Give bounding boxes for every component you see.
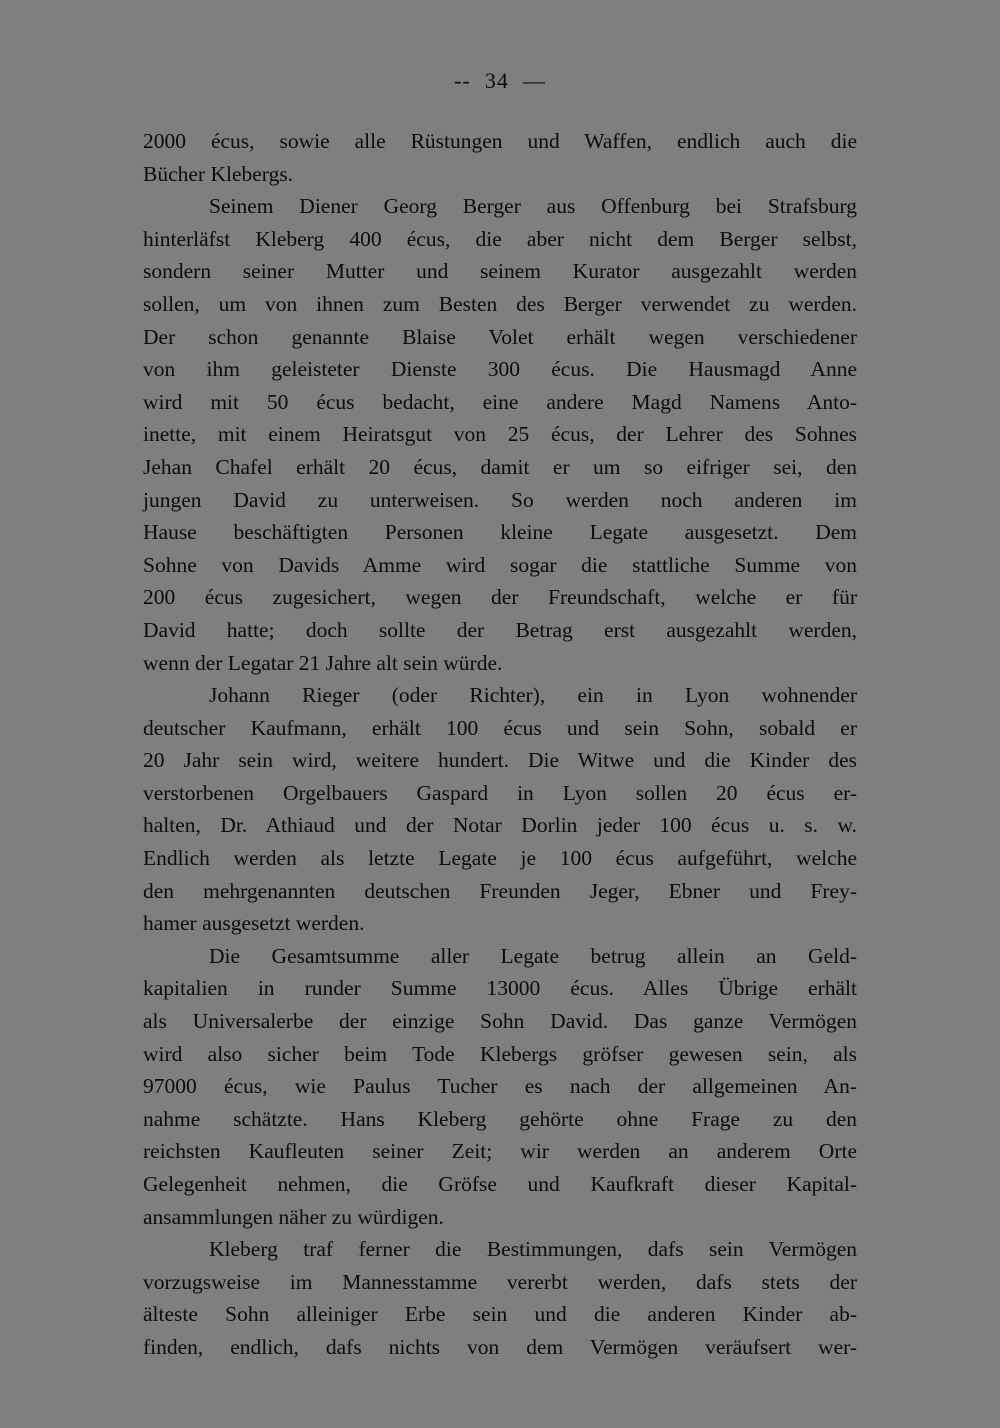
text-line <box>143 1298 857 1331</box>
line-text: wird mit 50 écus bedacht, eine andere Magd Namens Anto- <box>143 389 857 414</box>
line-text: als Universalerbe der einzige Sohn David. Das ganze Vermögen <box>143 1009 857 1034</box>
text-line <box>143 1201 857 1234</box>
line-text: Hause beschäftigten Personen kleine Legate ausgesetzt. Dem <box>143 520 857 545</box>
page-number-header <box>0 68 1000 94</box>
header-left-dash: -- <box>454 68 471 93</box>
line-text: hamer ausgesetzt werden. <box>143 911 365 936</box>
text-line <box>143 418 857 451</box>
text-line <box>143 353 857 386</box>
text-line <box>143 1103 857 1136</box>
line-text: vorzugsweise im Mannesstamme vererbt werden, dafs stets der <box>143 1269 857 1294</box>
text-line <box>143 972 857 1005</box>
text-line <box>143 744 857 777</box>
line-text: hinterläfst Kleberg 400 écus, die aber nicht dem Berger selbst, <box>143 226 857 251</box>
paragraph <box>143 125 857 190</box>
text-line <box>143 223 857 256</box>
text-line <box>143 1266 857 1299</box>
text-line <box>143 1331 857 1364</box>
line-text: 200 écus zugesichert, wegen der Freundschaft, welche er für <box>143 585 857 610</box>
text-line <box>143 647 857 680</box>
line-text: Bücher Klebergs. <box>143 161 294 186</box>
text-line <box>143 288 857 321</box>
line-text: wird also sicher beim Tode Klebergs gröfser gewesen sein, als <box>143 1041 857 1066</box>
line-text: Seinem Diener Georg Berger aus Offenburg bei Strafsburg <box>209 194 857 219</box>
line-text: 97000 écus, wie Paulus Tucher es nach der allgemeinen An- <box>143 1074 857 1099</box>
line-text: sollen, um von ihnen zum Besten des Berger verwendet zu werden. <box>143 291 857 316</box>
line-text: Jehan Chafel erhält 20 écus, damit er um so eifriger sei, den <box>143 454 857 479</box>
line-text: sondern seiner Mutter und seinem Kurator ausgezahlt werden <box>143 259 857 284</box>
text-line <box>143 451 857 484</box>
text-line <box>143 255 857 288</box>
text-line <box>143 809 857 842</box>
paragraph <box>143 1233 857 1363</box>
line-text: kapitalien in runder Summe 13000 écus. Alles Übrige erhält <box>143 976 857 1001</box>
text-line <box>143 614 857 647</box>
text-line <box>143 1005 857 1038</box>
line-text: jungen David zu unterweisen. So werden noch anderen im <box>143 487 857 512</box>
body-text <box>143 125 857 1364</box>
paragraph <box>143 940 857 1233</box>
line-text: wenn der Legatar 21 Jahre alt sein würde. <box>143 650 503 675</box>
text-line <box>143 1038 857 1071</box>
line-text: deutscher Kaufmann, erhält 100 écus und sein Sohn, sobald er <box>143 715 857 740</box>
text-line <box>143 679 857 712</box>
text-line <box>143 321 857 354</box>
line-text: finden, endlich, dafs nichts von dem Vermögen veräufsert wer- <box>143 1334 857 1359</box>
page-number: 34 <box>484 68 509 93</box>
line-text: halten, Dr. Athiaud und der Notar Dorlin jeder 100 écus u. s. w. <box>143 813 857 838</box>
text-line <box>143 1233 857 1266</box>
line-text: nahme schätzte. Hans Kleberg gehörte ohne Frage zu den <box>143 1106 857 1131</box>
line-text: Gelegenheit nehmen, die Gröfse und Kaufkraft dieser Kapital- <box>143 1172 857 1196</box>
text-line <box>143 386 857 419</box>
line-text: Sohne von Davids Amme wird sogar die stattliche Summe von <box>143 552 857 577</box>
line-text: verstorbenen Orgelbauers Gaspard in Lyon sollen 20 écus er- <box>143 780 857 805</box>
text-line <box>143 1168 857 1201</box>
text-line <box>143 907 857 940</box>
line-text: ansammlungen näher zu würdigen. <box>143 1204 444 1229</box>
line-text: von ihm geleisteter Dienste 300 écus. Die Hausmagd Anne <box>143 357 857 382</box>
text-line <box>143 484 857 517</box>
text-line <box>143 1135 857 1168</box>
paragraph <box>143 190 857 679</box>
text-line <box>143 1070 857 1103</box>
text-line <box>143 842 857 875</box>
line-text: Endlich werden als letzte Legate je 100 écus aufgeführt, welche <box>143 846 857 871</box>
text-line <box>143 158 857 191</box>
text-line <box>143 875 857 908</box>
line-text: Die Gesamtsumme aller Legate betrug allein an Geld- <box>209 943 857 968</box>
line-text: den mehrgenannten deutschen Freunden Jeger, Ebner und Frey- <box>143 878 857 903</box>
text-line <box>143 190 857 223</box>
line-text: inette, mit einem Heiratsgut von 25 écus, der Lehrer des Sohnes <box>143 422 857 447</box>
line-text: Kleberg traf ferner die Bestimmungen, dafs sein Vermögen <box>209 1237 857 1262</box>
paragraph <box>143 679 857 940</box>
text-line <box>143 516 857 549</box>
line-text: älteste Sohn alleiniger Erbe sein und die anderen Kinder ab- <box>143 1302 857 1327</box>
line-text: 2000 écus, sowie alle Rüstungen und Waffen, endlich auch die <box>143 129 857 153</box>
text-line <box>143 777 857 810</box>
text-line <box>143 712 857 745</box>
header-right-dash: — <box>522 68 546 93</box>
line-text: David hatte; doch sollte der Betrag erst ausgezahlt werden, <box>143 617 857 642</box>
text-line <box>143 581 857 614</box>
line-text: Johann Rieger (oder Richter), ein in Lyon wohnender <box>209 683 857 708</box>
text-line <box>143 125 857 158</box>
text-line <box>143 549 857 582</box>
line-text: reichsten Kaufleuten seiner Zeit; wir werden an anderem Orte <box>143 1139 857 1164</box>
line-text: Der schon genannte Blaise Volet erhält wegen verschiedener <box>143 324 857 349</box>
text-line <box>143 940 857 973</box>
line-text: 20 Jahr sein wird, weitere hundert. Die Witwe und die Kinder des <box>143 748 857 773</box>
